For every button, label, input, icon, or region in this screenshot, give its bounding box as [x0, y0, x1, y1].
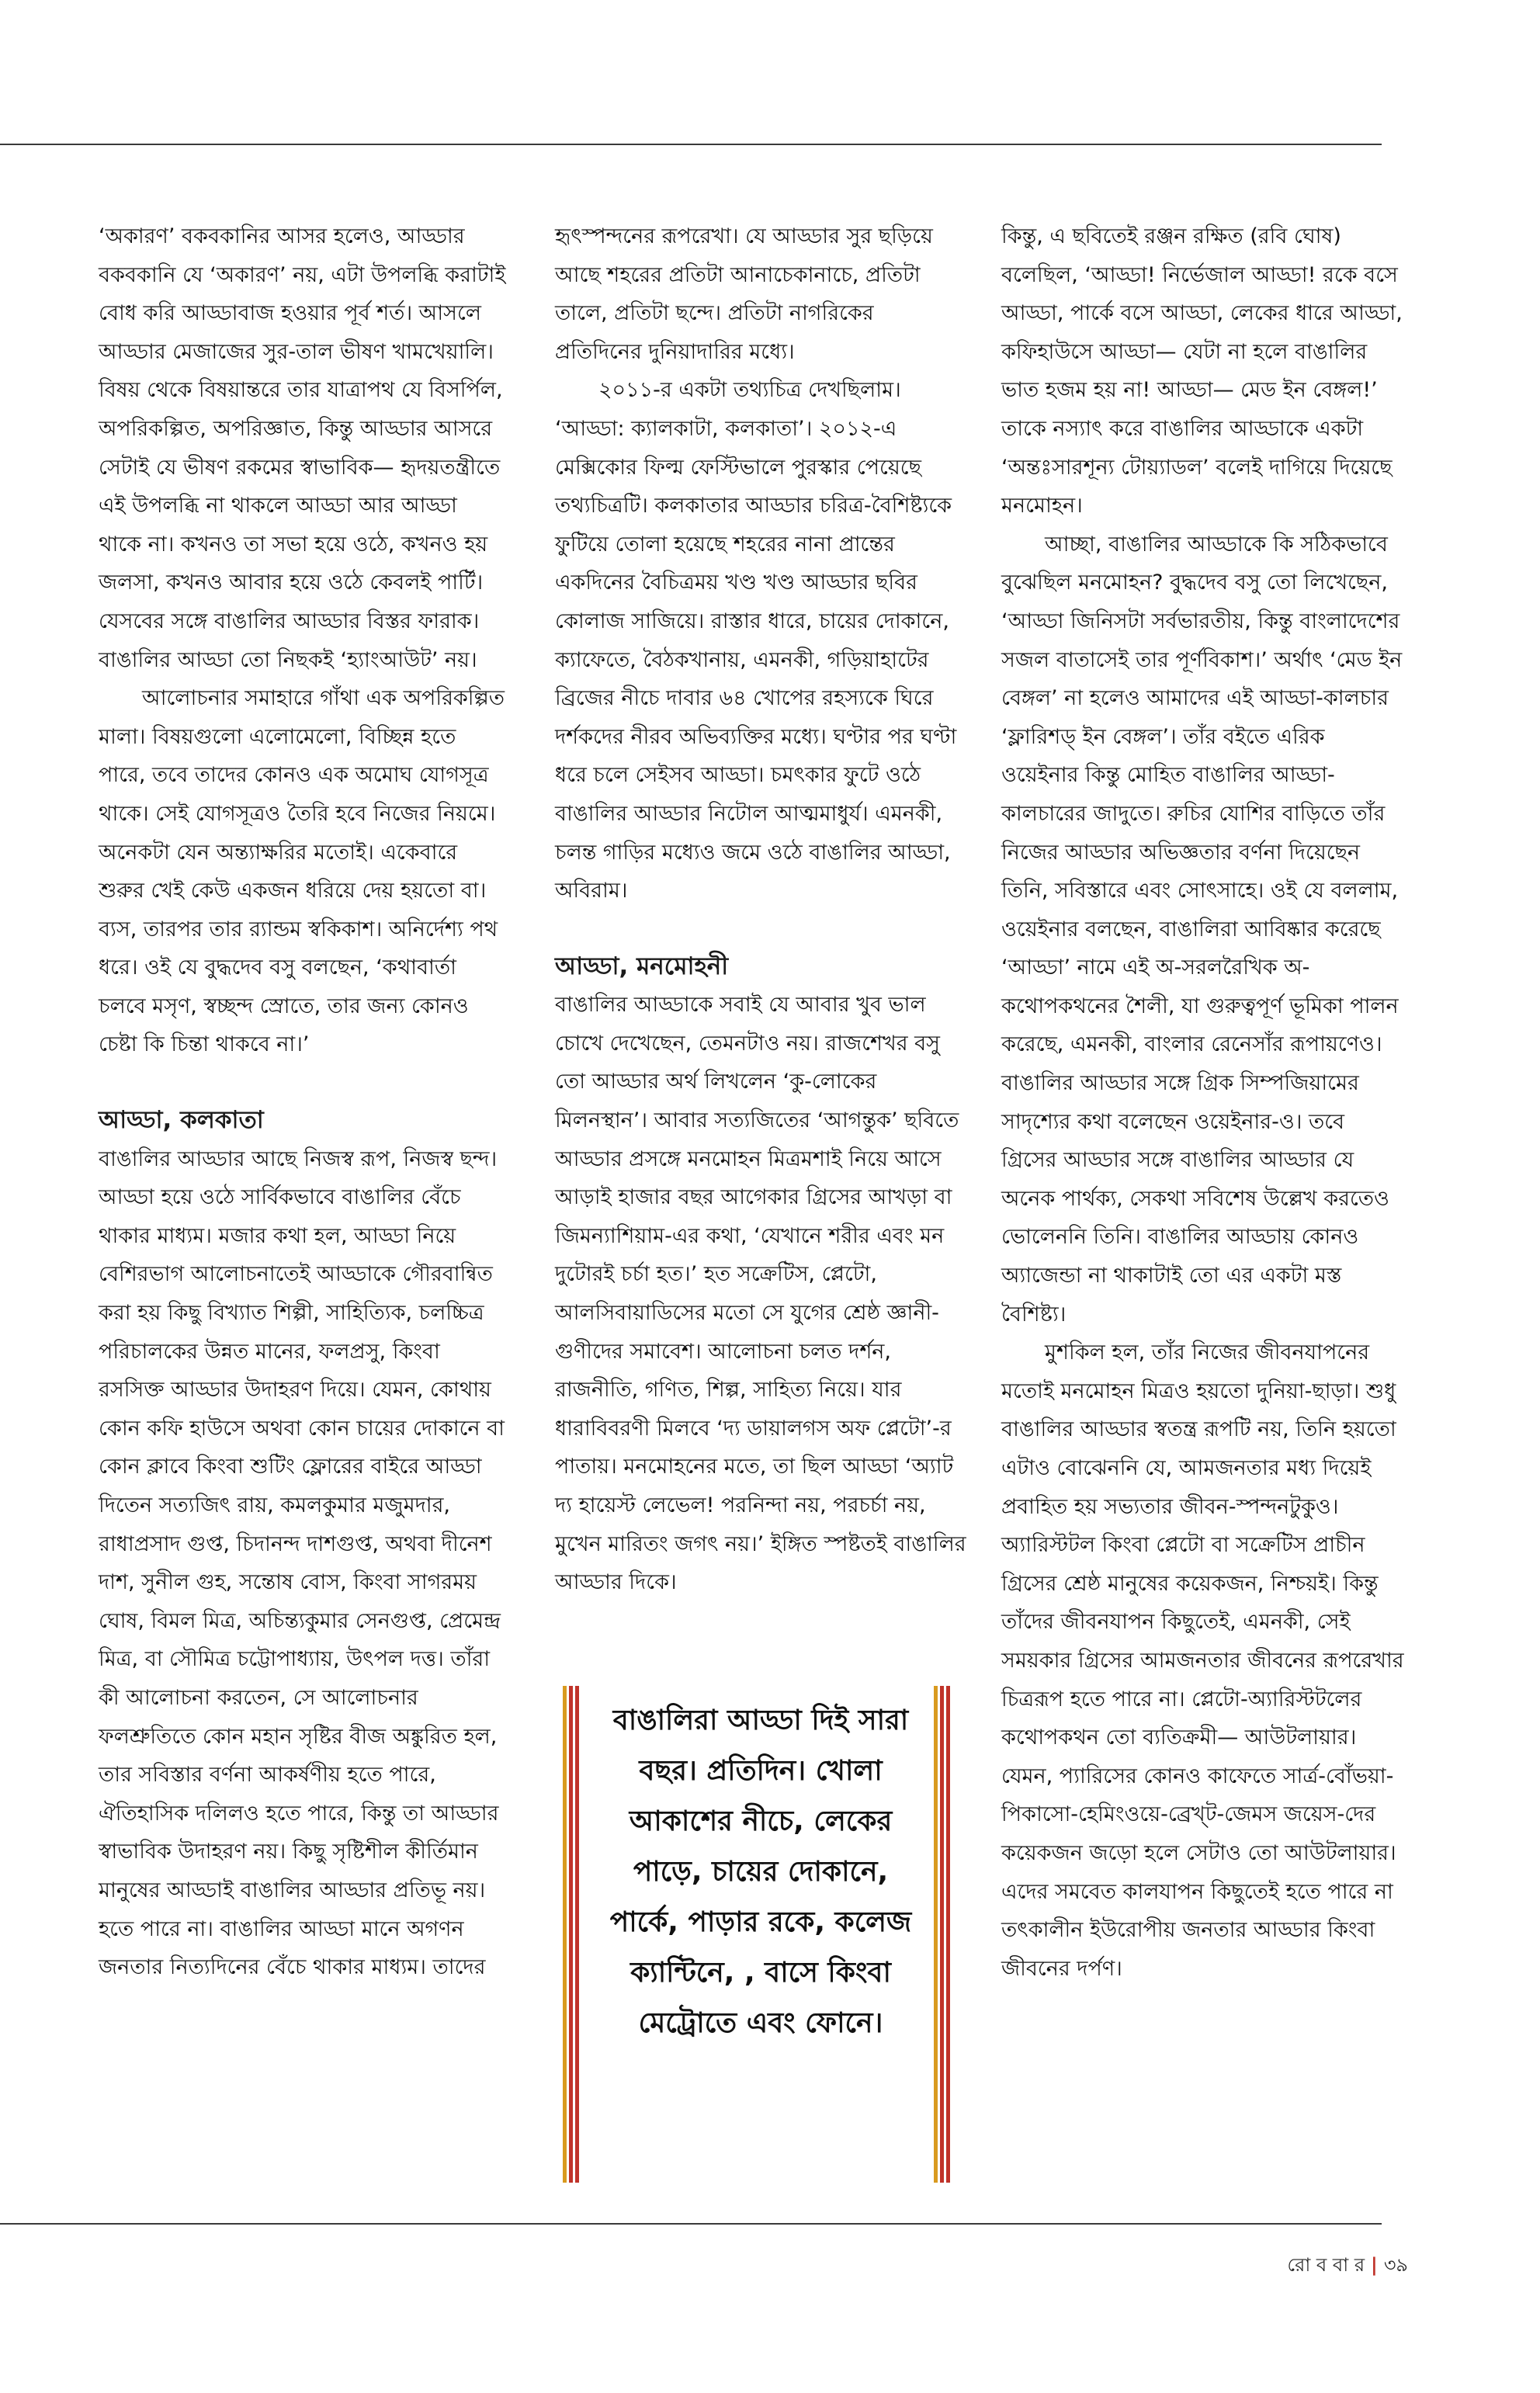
red-stripe [946, 1686, 950, 2183]
paragraph: ‘অকারণ’ বকবকানির আসর হলেও, আড্ডার বকবকানি যে ‘অকারণ’ নয়, এটা উপলব্ধি করাটাই বোধ করি আড্ডাবাজ হওয়ার পূর্ব শর্ত। আসলে আড্ডার মেজাজের সুর-তাল ভীষণ খামখেয়ালি। বিষয় থেকে বিষয়ান্তরে তার যাত্রাপথ যে বিসর্পিল, অপরিকল্পিত, অপরিজ্ঞাত, কিন্তু আড্ডার আসরে সেটাই যে ভীষণ রকমের স্বাভাবিক— হৃদয়তন্ত্রীতে এই উপলব্ধি না থাকলে আড্ডা আর আড্ডা থাকে না। কখনও তা সভা হয়ে ওঠে, কখনও হয় জলসা, কখনও আবার হয়ে ওঠে কেবলই পার্টি। যেসবের সঙ্গে বাঙালির আড্ডার বিস্তর ফারাক। বাঙালির আড্ডা তো নিছকই ‘হ্যাংআউট’ নয়। [99, 224, 506, 672]
footer-separator: | [1371, 2254, 1378, 2276]
pull-quote-right-stripes [934, 1686, 952, 2183]
paragraph: হৃৎস্পন্দনের রূপরেখা। যে আড্ডার সুর ছড়িয়ে আছে শহরের প্রতিটা আনাচেকানাচে, প্রতিটা তালে, প্রতিটা ছন্দে। প্রতিটা নাগরিকের প্রতিদিনের দুনিয়াদারির মধ্যে। [555, 224, 933, 364]
section-heading-kolkata: আড্ডা, কলকাতা [99, 1106, 264, 1135]
pull-quote-text: বাঙালিরা আড্ডা দিই সারা বছর। প্রতিদিন। খোলা আকাশের নীচে, লেকের পাড়ে, চায়ের দোকানে, পার্কে, পাড়ার রকে, কলেজ ক্যান্টিনে, , বাসে কিংবা মেট্রোতে এবং ফোনে। [609, 1705, 912, 2039]
top-rule [0, 144, 1382, 145]
paragraph: ২০১১-র একটা তথ্যচিত্র দেখছিলাম। ‘আড্ডা: ক্যালকাটা, কলকাতা’। ২০১২-এ মেক্সিকোর ফিল্ম ফেস্টিভালে পুরস্কার পেয়েছে তথ্যচিত্রটি। কলকাতার আড্ডার চরিত্র-বৈশিষ্ট্যকে ফুটিয়ে তোলা হয়েছে শহরের নানা প্রান্তের একদিনের বৈচিত্রময় খণ্ড খণ্ড আড্ডার ছবির কোলাজ সাজিয়ে। রাস্তার ধারে, চায়ের দোকানে, ক্যাফেতে, বৈঠকখানায়, এমনকী, গড়িয়াহাটের ব্রিজের নীচে দাবার ৬৪ খোপের রহস্যকে ঘিরে দর্শকদের নীরব অভিব্যক্তির মধ্যে। ঘণ্টার পর ঘণ্টা ধরে চলে সেইসব আড্ডা। চমৎকার ফুটে ওঠে বাঙালির আড্ডার নিটোল আত্মমাধুর্য। এমনকী, চলন্ত গাড়ির মধ্যেও জমে ওঠে বাঙালির আড্ডা, অবিরাম। [555, 378, 957, 903]
section-heading-manmohini: আড্ডা, মনমোহনী [555, 952, 729, 980]
pull-quote [555, 1678, 966, 2183]
paragraph: আলোচনার সমাহারে গাঁথা এক অপরিকল্পিত মালা। বিষয়গুলো এলোমেলো, বিচ্ছিন্ন হতে পারে, তবে তাদের কোনও এক অমোঘ যোগসূত্র থাকে। সেই যোগসূত্রও তৈরি হবে নিজের নিয়মে। অনেকটা যেন অন্ত্যাক্ষরির মতোই। একেবারে শুরুর খেই কেউ একজন ধরিয়ে দেয় হয়তো বা। ব্যস, তারপর তার র‍্যান্ডম স্বকিকাশ। অনির্দেশ্য পথ ধরে। ওই যে বুদ্ধদেব বসু বলছেন, ‘কথাবার্তা চলবে মসৃণ, স্বচ্ছন্দ স্রোতে, তার জন্য কোনও চেষ্টা কি চিন্তা থাকবে না।’ [99, 686, 505, 1057]
article-column-3 [1001, 217, 1405, 1988]
paragraph: বাঙালির আড্ডাকে সবাই যে আবার খুব ভাল চোখে দেখেছেন, তেমনটাও নয়। রাজশেখর বসু তো আড্ডার অর্থ লিখলেন ‘কু-লোকের মিলনস্থান’। আবার সত্যজিতের ‘আগন্তুক’ ছবিতে আড্ডার প্রসঙ্গে মনমোহন মিত্রমশাই নিয়ে আসে আড়াই হাজার বছর আগেকার গ্রিসের আখড়া বা জিমন্যাশিয়াম-এর কথা, ‘যেখানে শরীর এবং মন দুটোরই চর্চা হত।’ হত সক্রেটিস, প্লেটো, আলসিবায়াডিসের মতো সে যুগের শ্রেষ্ঠ জ্ঞানী-গুণীদের সমাবেশ। আলোচনা চলত দর্শন, রাজনীতি, গণিত, শিল্প, সাহিত্য নিয়ে। যার ধারাবিবরণী মিলবে ‘দ্য ডায়ালগস অফ প্লেটো’-র পাতায়। মনমোহনের মতে, তা ছিল আড্ডা ‘অ্যাট দ্য হায়েস্ট লেভেল! পরনিন্দা নয়, পরচর্চা নয়, মুখেন মারিতং জগৎ নয়।’ ইঙ্গিত স্পষ্টতই বাঙালির আড্ডার দিকে। [555, 993, 966, 1595]
bottom-rule [0, 2223, 1382, 2225]
paragraph: বাঙালির আড্ডার আছে নিজস্ব রূপ, নিজস্ব ছন্দ। আড্ডা হয়ে ওঠে সার্বিকভাবে বাঙালির বেঁচে থাকার মাধ্যম। মজার কথা হল, আড্ডা নিয়ে বেশিরভাগ আলোচনাতেই আড্ডাকে গৌরবান্বিত করা হয় কিছু বিখ্যাত শিল্পী, সাহিত্যিক, চলচ্চিত্র পরিচালকের উন্নত মানের, ফলপ্রসু, কিংবা রসসিক্ত আড্ডার উদাহরণ দিয়ে। যেমন, কোথায় কোন কফি হাউসে অথবা কোন চায়ের দোকানে বা কোন ক্লাবে কিংবা শুটিং ফ্লোরের বাইরে আড্ডা দিতেন সত্যজিৎ রায়, কমলকুমার মজুমদার, রাধাপ্রসাদ গুপ্ত, চিদানন্দ দাশগুপ্ত, অথবা দীনেশ দাশ, সুনীল গুহ, সন্তোষ বোস, কিংবা সাগরময় ঘোষ, বিমল মিত্র, অচিন্ত্যকুমার সেনগুপ্ত, প্রেমেন্দ্র মিত্র, বা সৌমিত্র চট্টোপাধ্যায়, উৎপল দত্ত। তাঁরা কী আলোচনা করতেন, সে আলোচনার ফলশ্রুতিতে কোন মহান সৃষ্টির বীজ অঙ্কুরিত হল, তার সবিস্তার বর্ণনা আকর্ষণীয় হতে পারে, ঐতিহাসিক দলিলও হতে পারে, কিন্তু তা আড্ডার স্বাভাবিক উদাহরণ নয়। কিছু সৃষ্টিশীল কীর্তিমান মানুষের আড্ডাই বাঙালির আড্ডার প্রতিভূ নয়। হতে পারে না। বাঙালির আড্ডা মানে অগণন জনতার নিত্যদিনের বেঁচে থাকার মাধ্যম। তাদের [99, 1146, 505, 1980]
magazine-name: রো ব বা র [1287, 2254, 1365, 2276]
paragraph: কিন্তু, এ ছবিতেই রঞ্জন রক্ষিত (রবি ঘোষ) বলেছিল, ‘আড্ডা! নির্ভেজাল আড্ডা! রকে বসে আড্ডা, পার্কে বসে আড্ডা, লেকের ধারে আড্ডা, কফিহাউসে আড্ডা— যেটা না হলে বাঙালির ভাত হজম হয় না! আড্ডা— মেড ইন বেঙ্গল!’ তাকে নস্যাৎ করে বাঙালির আড্ডাকে একটা ‘অন্তঃসারশূন্য টোয়্যাডল’ বলেই দাগিয়ে দিয়েছে মনমোহন। [1001, 224, 1403, 518]
red-stripe [940, 1686, 944, 2183]
page-number: ৩৯ [1383, 2254, 1408, 2276]
gold-stripe [934, 1686, 938, 2183]
gold-stripe [563, 1686, 567, 2183]
paragraph: আচ্ছা, বাঙালির আড্ডাকে কি সঠিকভাবে বুঝেছিল মনমোহন? বুদ্ধদেব বসু তো লিখেছেন, ‘আড্ডা জিনিসটা সর্বভারতীয়, কিন্তু বাংলাদেশের সজল বাতাসেই তার পূর্ণবিকাশ।’ অর্থাৎ ‘মেড ইন বেঙ্গল’ না হলেও আমাদের এই আড্ডা-কালচার ‘ফ্লারিশড্ ইন বেঙ্গল’। তাঁর বইতে এরিক ওয়েইনার কিন্তু মোহিত বাঙালির আড্ডা-কালচারের জাদুতে। রুচির যোশির বাড়িতে তাঁর নিজের আড্ডার অভিজ্ঞতার বর্ণনা দিয়েছেন তিনি, সবিস্তারে এবং সোৎসাহে। ওই যে বললাম, ওয়েইনার বলছেন, বাঙালিরা আবিষ্কার করেছে ‘আড্ডা’ নামে এই অ-সরলরৈখিক অ-কথোপকথনের শৈলী, যা গুরুত্বপূর্ণ ভূমিকা পালন করেছে, এমনকী, বাংলার রেনেসাঁর রূপায়ণেও। বাঙালির আড্ডার সঙ্গে গ্রিক সিম্পজিয়ামের সাদৃশ্যের কথা বলেছেন ওয়েইনার-ও। তবে গ্রিসের আড্ডার সঙ্গে বাঙালির আড্ডার যে অনেক পার্থক্য, সেকথা সবিশেষ উল্লেখ করতেও ভোলেননি তিনি। বাঙালির আড্ডায় কোনও অ্যাজেন্ডা না থাকাটাই তো এর একটা মস্ত বৈশিষ্ট্য। [1001, 532, 1403, 1327]
article-column-1 [99, 217, 506, 1987]
article-column-2 [555, 217, 966, 1602]
paragraph: মুশকিল হল, তাঁর নিজের জীবনযাপনের মতোই মনমোহন মিত্রও হয়তো দুনিয়া-ছাড়া। শুধু বাঙালির আড্ডার স্বতন্ত্র রূপটি নয়, তিনি হয়তো এটাও বোঝেননি যে, আমজনতার মধ্য দিয়েই প্রবাহিত হয় সভ্যতার জীবন-স্পন্দনটুকুও। অ্যারিস্টটল কিংবা প্লেটো বা সক্রেটিস প্রাচীন গ্রিসের শ্রেষ্ঠ মানুষের কয়েকজন, নিশ্চয়ই। কিন্তু তাঁদের জীবনযাপন কিছুতেই, এমনকী, সেই সময়কার গ্রিসের আমজনতার জীবনের রূপরেখার চিত্ররূপ হতে পারে না। প্লেটো-অ্যারিস্টটলের কথোপকথন তো ব্যতিক্রমী— আউটলায়ার। যেমন, প্যারিসের কোনও কাফেতে সার্ত্র-বোঁভয়া-পিকাসো-হেমিংওয়ে-ব্রেখ্ট-জেমস জয়েস-দের কয়েকজন জড়ো হলে সেটাও তো আউটলায়ার। এদের সমবেত কালযাপন কিছুতেই হতে পারে না তৎকালীন ইউরোপীয় জনতার আড্ডার কিংবা জীবনের দর্পণ। [1001, 1340, 1404, 1981]
pull-quote-left-stripes [563, 1686, 581, 2183]
page-footer [1287, 2251, 1408, 2282]
red-stripe [569, 1686, 573, 2183]
red-stripe [575, 1686, 579, 2183]
